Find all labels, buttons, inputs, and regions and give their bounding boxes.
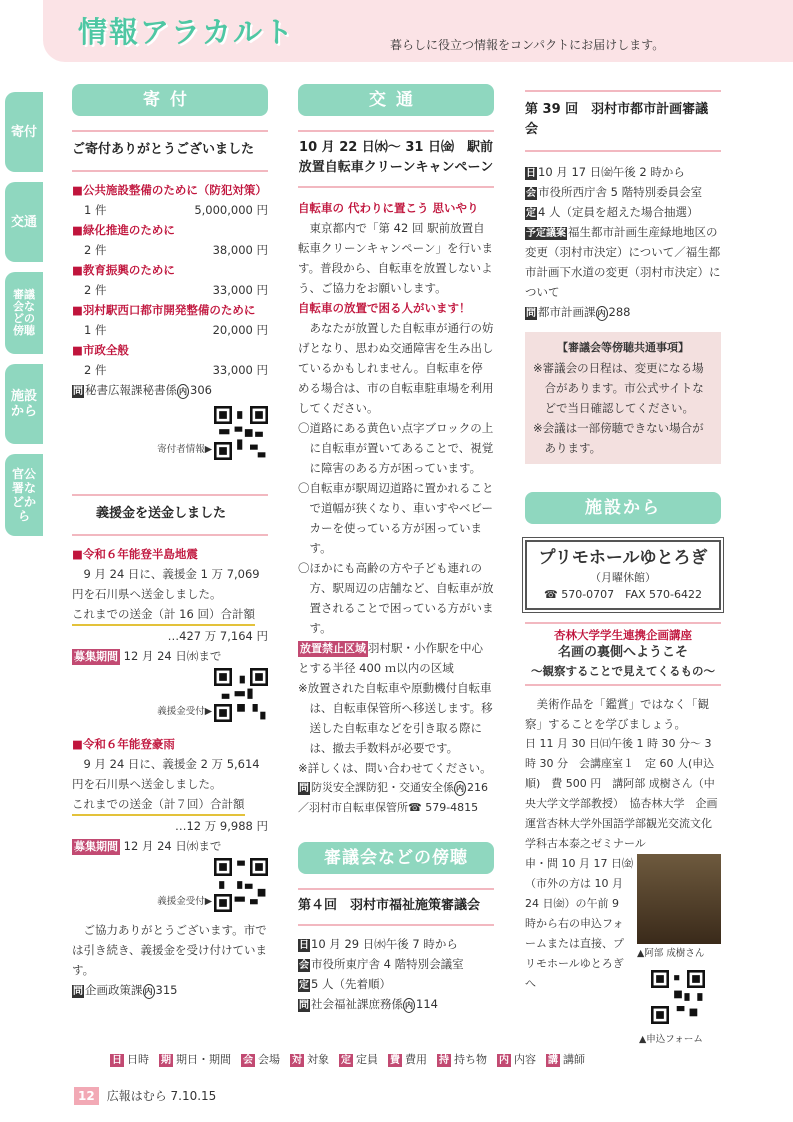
donation-item: ■教育振興のために 2 件 33,000 円	[72, 263, 268, 297]
course-subtitle: ～観察することで見えてくるもの～	[531, 664, 715, 678]
relief-contact: 問 企画政策課 内 315	[73, 983, 178, 997]
relief-qr-code[interactable]	[214, 858, 268, 912]
traffic-zone: 放置禁止区域 羽村駅・小作駅を中心とする半径 400 ｍ以内の区域	[298, 641, 483, 675]
donation-pill: 寄付	[72, 84, 268, 116]
course-intro: 美術作品を「鑑賞」ではなく「観察」することを学びましょう。	[525, 697, 709, 731]
traffic-title: 10 月 22 日㈬～ 31 日㈮ 駅前放置自転車クリーンキャンペーン	[298, 140, 494, 175]
apply-qr-label: ▲申込フォーム	[639, 1034, 703, 1045]
donation-list	[72, 180, 268, 380]
traffic-note: ※放置された自転車や原動機付自転車は、自転車保管所へ移送します。移送した自転車などを引き取る際には、撤去手数料が必要です。	[298, 681, 493, 755]
footer	[74, 1086, 216, 1106]
council-title: 第４回 羽村市福祉施策審議会	[298, 898, 481, 913]
relief-qr-label: 義援金受付▶	[157, 896, 212, 907]
relief-qr-label: 義援金受付▶	[157, 706, 212, 717]
facility-pill: 施設から	[525, 492, 721, 524]
donation-item: ■市政全般 2 件 33,000 円	[72, 343, 268, 377]
relief-qr-code[interactable]	[214, 668, 268, 722]
hall-box: プリモホールゆとろぎ （月曜休館） ☎ 570-0707 FAX 570-6422	[525, 540, 721, 610]
relief-title: 義援金を送金しました	[96, 506, 227, 521]
traffic-p2: あなたが放置した自転車が通行の妨げとなり、思わぬ交通障害を生み出しているかもしれません。自転車を停める場合は、市の自転車駐車場を利用してください。	[298, 321, 494, 415]
side-tab-offices[interactable]: 官公署などから	[5, 454, 43, 536]
traffic-bullet: 〇ほかにも高齢の方や子ども連れの方、駅周辺の店舗など、自転車が放置されることで困っている方がいます。	[298, 561, 494, 635]
traffic-bullet: 〇自転車が駅周辺道路に置かれることで道幅が狭くなり、車いすやベビーカーを使っている方が困っています。	[298, 481, 494, 555]
traffic-sub: 自転車の放置で困る人がいます！	[298, 301, 471, 315]
planning-notice-box: 【審議会等傍聴共通事項】 ※審議会の日程は、変更になる場合があります。市公式サイトなどで当日確認してください。 ※会議は一部傍聴できない場合があります。	[525, 332, 721, 464]
page-number: 12	[74, 1087, 99, 1105]
traffic-pill: 交通	[298, 84, 494, 116]
traffic-section	[298, 84, 494, 818]
icon-legend: 日 日時 期 期日・期間 会 会場 対 対象 定 定員 費 費用 持 持ち物 内 内容 講 講師	[112, 1053, 585, 1066]
donation-qr-label: 寄付者情報▶	[157, 444, 212, 455]
traffic-note: ※詳しくは、問い合わせてください。	[298, 761, 492, 775]
donation-qr-code[interactable]	[214, 406, 268, 460]
planning-section	[525, 84, 721, 1050]
publication: 広報はむら 7.10.15	[106, 1089, 217, 1103]
course-org: 杏林大学学生連携企画講座	[554, 628, 692, 642]
relief-block: ■令和６年能登豪雨 9 月 24 日に、義援金 2 万 5,614 円を石川県へ送金しました。 これまでの送金（計７回）合計額 …12 万 9,988 円 募集期間 12 月 24 日㈬まで 義援金受付▶	[72, 734, 268, 912]
planning-title: 第 39 回 羽村市都市計画審議会	[525, 102, 709, 137]
donation-item: ■公共施設整備のために（防犯対策） 1 件 5,000,000 円	[72, 183, 268, 217]
traffic-bullet: 〇道路にある黄色い点字ブロックの上に自転車が置いてあることで、視覚に障害のある方が困っています。	[298, 421, 494, 475]
donation-item: ■羽村駅西口都市開発整備のために 1 件 20,000 円	[72, 303, 268, 337]
planning-details: 日 10 月 17 日㈮午後 2 時から 会 市役所西庁舎 5 階特別委員会室 定 4 人（定員を超えた場合抽選） 予定議案 福生都市計画生産緑地地区の変更（羽村市決定）について／福生都市計画下水道の変更（羽村市決定）について 問 都市計画課 内 288	[525, 165, 721, 319]
photo-caption: ▲阿部 成樹さん	[637, 948, 705, 959]
side-tab-facility[interactable]: 施設から	[5, 364, 43, 444]
council-details: 日 10 月 29 日㈬午後 7 時から 会 市役所東庁舎 4 階特別会議室 定 5 人（先着順） 問 社会福祉課庶務係 内 114	[299, 937, 464, 1011]
course-detail: 日 11 月 30 日㈰午後 1 時 30 分～ 3 時 30 分 会講座室１ 定 60 人(申込順) 費 500 円 講阿部 成樹さん（中央大学文学部教授） 協杏林大学 企画運営杏林大学外国語学部観光交流文化学科古本泰之ゼミナール	[525, 737, 718, 850]
side-tab-traffic[interactable]: 交通	[5, 182, 43, 262]
donation-contact: 問 秘書広報課秘書係 内 306	[73, 383, 212, 397]
course-apply: 申・問 10 月 17 日㈮（市外の方は 10 月 24 日㈮）の午前 9 時から右の申込フォームまたは直接、プリモホールゆとろぎへ	[525, 857, 633, 990]
donation-section	[72, 84, 268, 1000]
traffic-p1: 東京都内で「第 42 回 駅前放置自転車クリーンキャンペーン」を行います。普段から、自転車を放置しないよう、ご協力をお願いします。	[298, 221, 494, 295]
relief-block: ■令和６年能登半島地震 9 月 24 日に、義援金 1 万 7,069 円を石川県へ送金しました。 これまでの送金（計 16 回）合計額 …427 万 7,164 円 募集期間 12 月 24 日㈬まで 義援金受付▶	[72, 544, 268, 722]
relief-closing: ご協力ありがとうございます。市では引き続き、義援金を受け付けています。	[72, 923, 268, 977]
apply-qr-code[interactable]	[651, 970, 705, 1024]
lecturer-photo	[637, 854, 721, 944]
page-subtitle: 暮らしに役立つ情報をコンパクトにお届けします。	[390, 38, 665, 52]
traffic-slogan: 自転車の 代わりに置こう 思いやり	[298, 201, 479, 215]
course-title: 名画の裏側へようこそ	[557, 645, 688, 660]
council-pill: 審議会などの傍聴	[298, 842, 494, 874]
side-tab-council[interactable]: 審議会などの傍聴	[5, 272, 43, 354]
page-title: 情報アラカルト	[78, 15, 296, 49]
donation-item: ■緑化推進のために 2 件 38,000 円	[72, 223, 268, 257]
traffic-contact: 問 防災安全課防犯・交通安全係 内 216／羽村市自転車保管所☎ 579-4815	[298, 781, 488, 814]
donation-title: ご寄付ありがとうございました	[72, 142, 255, 157]
side-tab-donation[interactable]: 寄付	[5, 92, 43, 172]
council-section	[298, 842, 494, 1014]
